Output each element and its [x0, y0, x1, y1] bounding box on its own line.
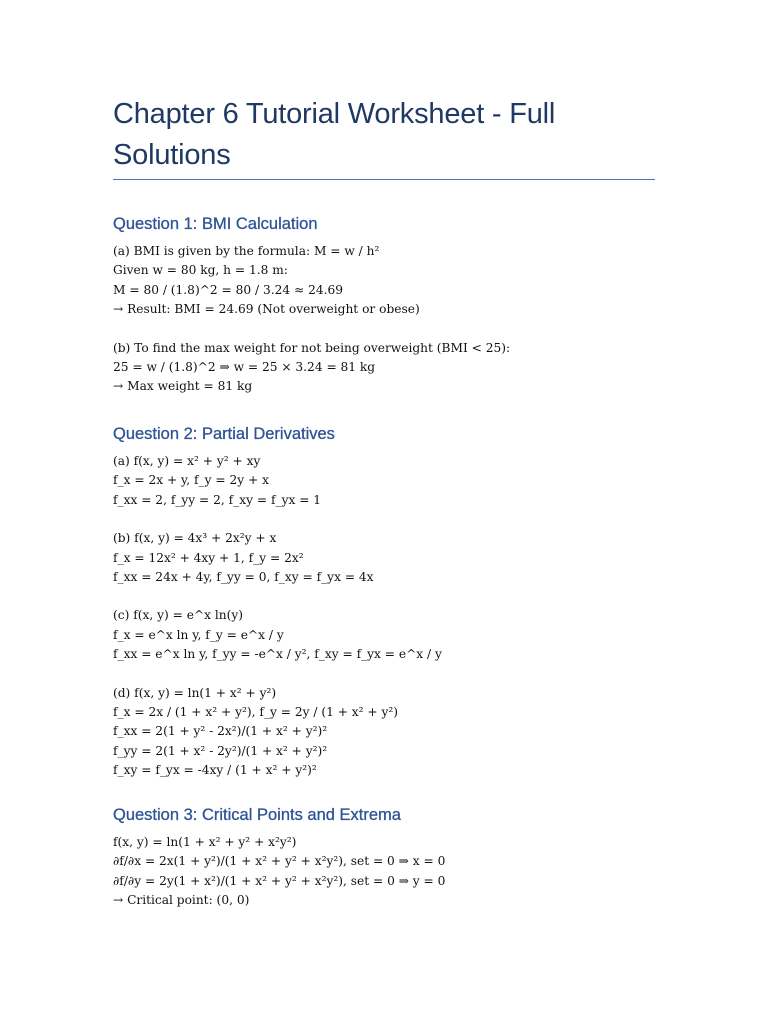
section-heading: Question 2: Partial Derivatives: [113, 425, 335, 443]
solution-line: f_x = 2x / (1 + x² + y²), f_y = 2y / (1 + x² + y²): [113, 705, 399, 720]
section-heading: Question 3: Critical Points and Extrema: [113, 806, 401, 824]
solution-line: (d) f(x, y) = ln(1 + x² + y²): [113, 685, 277, 700]
solution-line: ∂f/∂x = 2x(1 + y²)/(1 + x² + y² + x²y²), set = 0 ⇒ x = 0: [113, 854, 446, 869]
solution-line: (a) BMI is given by the formula: M = w / h²: [113, 244, 380, 258]
solution-line: f(x, y) = ln(1 + x² + y² + x²y²): [113, 835, 297, 849]
solution-line: → Max weight = 81 kg: [113, 379, 253, 394]
question-1-section: [113, 213, 658, 397]
section-heading: Question 1: BMI Calculation: [113, 215, 318, 233]
solution-line: (b) f(x, y) = 4x³ + 2x²y + x: [113, 531, 277, 546]
paragraph-gap: [113, 665, 658, 684]
solution-line: (b) To find the max weight for not being overweight (BMI < 25):: [113, 340, 511, 355]
solution-line: ∂f/∂y = 2y(1 + x²)/(1 + x² + y² + x²y²), set = 0 ⇒ y = 0: [113, 873, 446, 888]
solution-line: f_xx = 24x + 4y, f_yy = 0, f_xy = f_yx = 4x: [113, 570, 374, 585]
paragraph-gap: [113, 320, 658, 339]
paragraph-gap: [113, 587, 658, 606]
solution-line: Given w = 80 kg, h = 1.8 m:: [113, 263, 288, 278]
solution-line: M = 80 / (1.8)^2 = 80 / 3.24 ≈ 24.69: [113, 282, 343, 297]
solution-line: f_xx = e^x ln y, f_yy = -e^x / y², f_xy = f_yx = e^x / y: [113, 647, 442, 662]
solution-line: f_x = 2x + y, f_y = 2y + x: [113, 473, 269, 488]
solution-line: → Critical point: (0, 0): [113, 893, 250, 908]
solution-line: f_yy = 2(1 + x² - 2y²)/(1 + x² + y²)²: [113, 743, 328, 758]
solution-line: → Result: BMI = 24.69 (Not overweight or obese): [113, 302, 420, 317]
question-2-section: [113, 423, 658, 781]
solution-line: (a) f(x, y) = x² + y² + xy: [113, 454, 261, 468]
title-divider: [113, 179, 655, 180]
solution-line: f_xy = f_yx = -4xy / (1 + x² + y²)²: [113, 763, 317, 778]
solution-line: f_xx = 2(1 + y² - 2x²)/(1 + x² + y²)²: [113, 724, 328, 739]
page-title: Chapter 6 Tutorial Worksheet - Full Solutions: [113, 98, 556, 171]
paragraph-gap: [113, 510, 658, 529]
solution-line: f_x = e^x ln y, f_y = e^x / y: [113, 627, 284, 642]
question-3-section: [113, 804, 658, 911]
solution-line: f_x = 12x² + 4xy + 1, f_y = 2x²: [113, 550, 304, 565]
solution-line: 25 = w / (1.8)^2 ⇒ w = 25 × 3.24 = 81 kg: [113, 360, 376, 375]
solution-line: f_xx = 2, f_yy = 2, f_xy = f_yx = 1: [113, 492, 322, 507]
solution-line: (c) f(x, y) = e^x ln(y): [113, 608, 244, 623]
